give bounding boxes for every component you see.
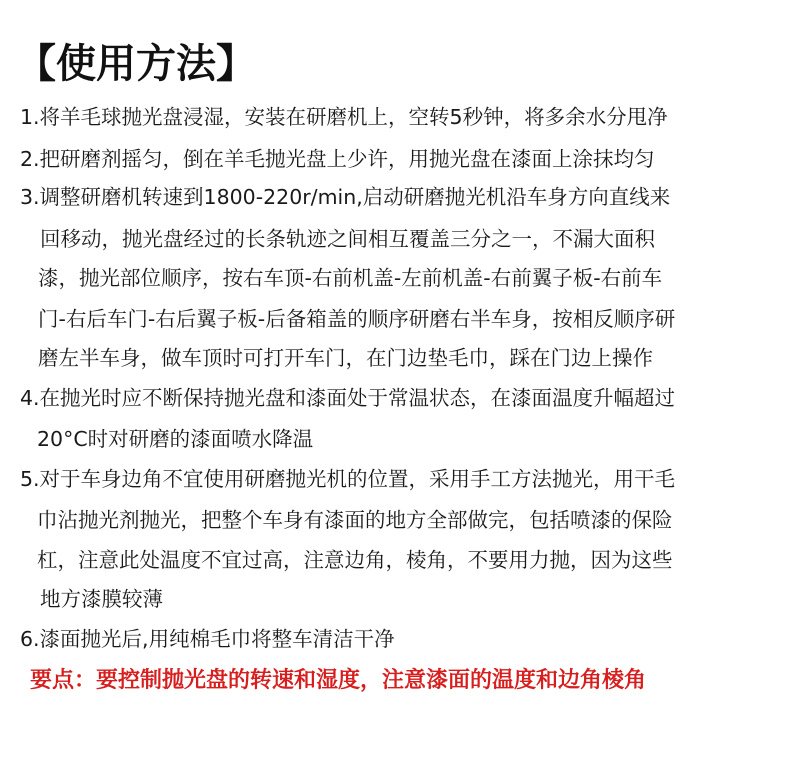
step-3-line-4: 门-右后车门-右后翼子板-后备箱盖的顺序研磨右半车身，按相反顺序研 [38, 307, 676, 331]
step-5-line-4: 地方漆膜较薄 [40, 587, 163, 611]
key-point-note: 要点：要控制抛光盘的转速和湿度，注意漆面的温度和边角棱角 [30, 668, 647, 693]
step-4-line-1: 4.在抛光时应不断保持抛光盘和漆面处于常温状态，在漆面温度升幅超过 [20, 386, 676, 410]
step-3-line-2: 回移动，抛光盘经过的长条轨迹之间相互覆盖三分之一，不漏大面积 [40, 227, 655, 251]
step-1-line-1: 1.将羊毛球抛光盘浸湿，安装在研磨机上，空转5秒钟，将多余水分甩净 [20, 105, 668, 129]
step-5-line-2: 巾沾抛光剂抛光，把整个车身有漆面的地方全部做完，包括喷漆的保险 [37, 508, 673, 532]
step-2-line-1: 2.把研磨剂摇匀，倒在羊毛抛光盘上少许，用抛光盘在漆面上涂抹均匀 [20, 147, 655, 171]
page-title: 【使用方法】 [16, 41, 256, 87]
step-6-line-1: 6.漆面抛光后,用纯棉毛巾将整车清洁干净 [20, 627, 395, 651]
step-3-line-1: 3.调整研磨机转速到1800-220r/min,启动研磨抛光机沿车身方向直线来 [20, 185, 671, 209]
step-5-line-3: 杠，注意此处温度不宜过高，注意边角，棱角，不要用力抛，因为这些 [37, 548, 673, 572]
step-3-line-3: 漆，抛光部位顺序，按右车顶-右前机盖-左前机盖-右前翼子板-右前车 [38, 266, 663, 290]
step-5-line-1: 5.对于车身边角不宜使用研磨抛光机的位置，采用手工方法抛光，用干毛 [20, 467, 676, 491]
step-4-line-2: 20°C时对研磨的漆面喷水降温 [37, 427, 314, 451]
step-3-line-5: 磨左半车身，做车顶时可打开车门，在门边垫毛巾，踩在门边上操作 [38, 346, 653, 370]
